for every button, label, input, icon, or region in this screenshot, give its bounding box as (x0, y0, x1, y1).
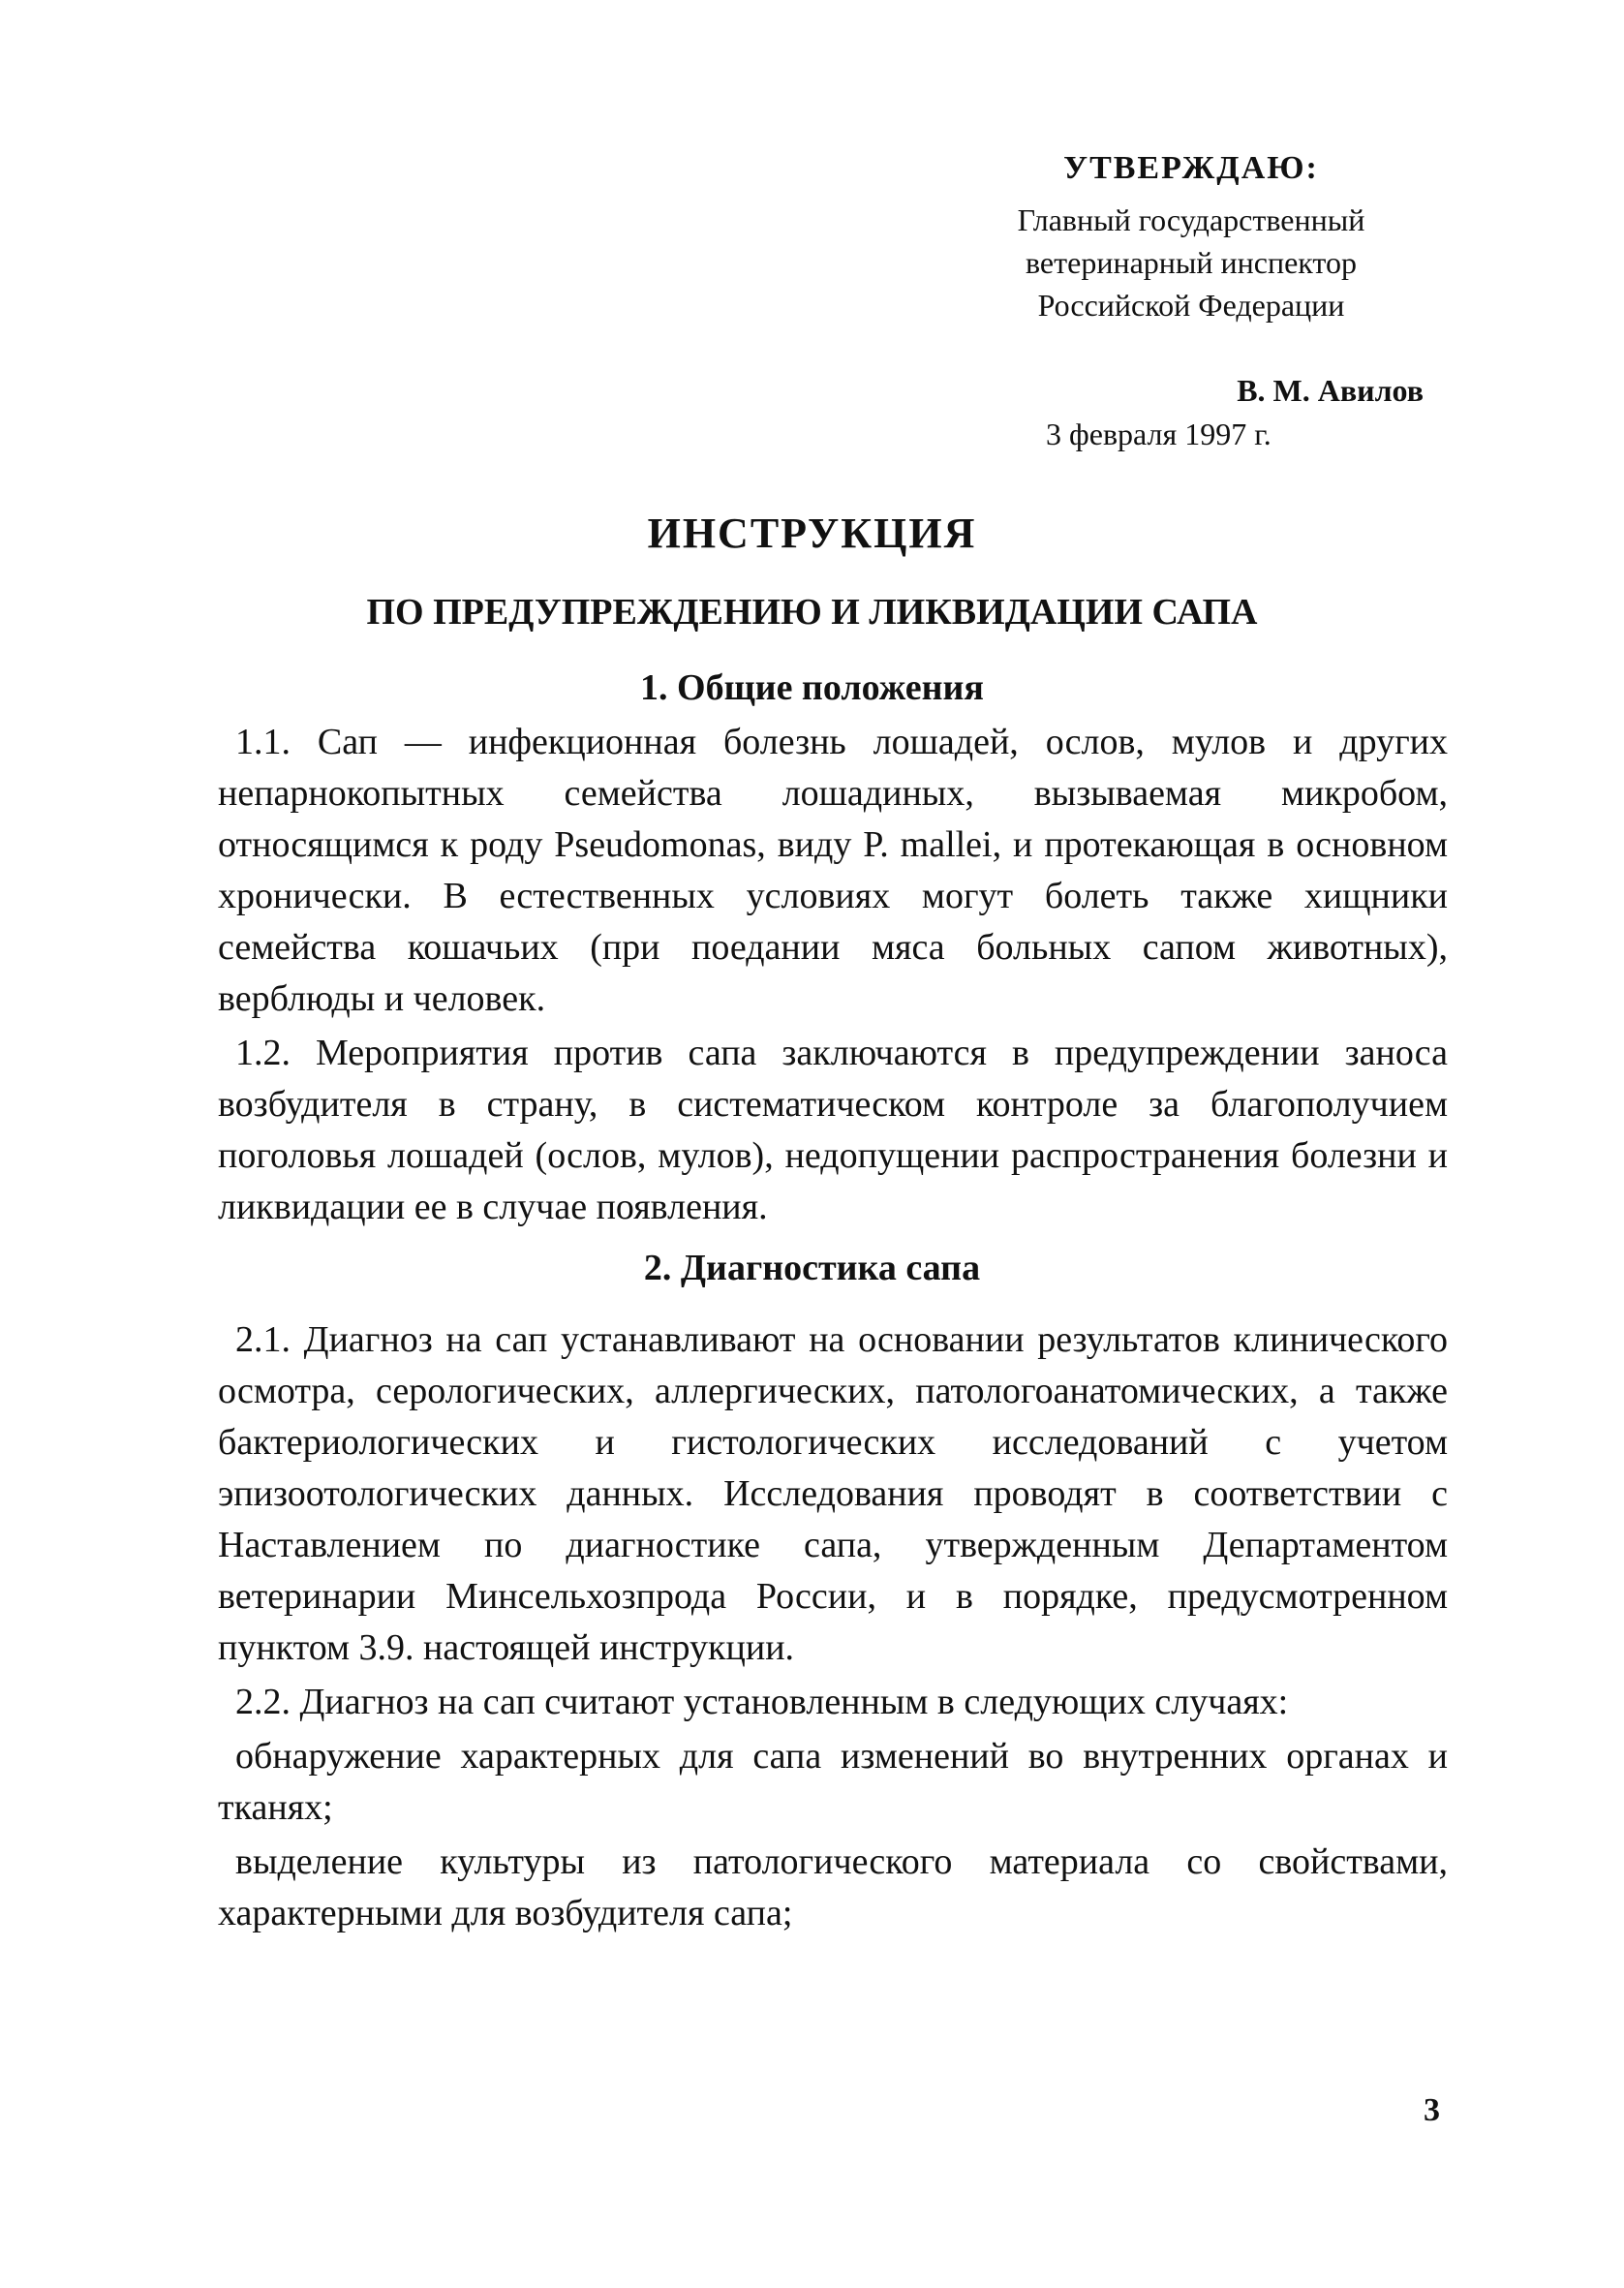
approval-line: Главный государственный (1017, 202, 1365, 237)
page-number: 3 (1424, 2092, 1440, 2128)
document-subtitle: ПО ПРЕДУПРЕЖДЕНИЮ И ЛИКВИДАЦИИ САПА (366, 592, 1258, 633)
approval-line: ветеринарный инспектор (1026, 245, 1357, 280)
approval-date: 3 февраля 1997 г. (1046, 417, 1272, 451)
paragraph-2-1: 2.1. Диагноз на сап устанавливают на основании результатов клинического осмотра, серологических, аллергических, патологоанатомических, а также бактериологических и гистологических исследований с учетом эпизоотологических данных. Исследования проводят в соответствии с Наставлением по диагностике сапа, утвержденным Департаментом ветеринарии Минсельхозпрода России, и в порядке, предусмотренном пунктом 3.9. настоящей инструкции. (218, 1319, 1448, 1668)
approval-title: УТВЕРЖДАЮ: (1063, 150, 1319, 186)
approval-block (968, 150, 1414, 326)
section-2-heading: 2. Диагностика сапа (643, 1248, 981, 1288)
paragraph-1-1: 1.1. Сап — инфекционная болезнь лошадей, ослов, мулов и других непарнокопытных семейства лошадиных, вызываемая микробом, относящимся к роду Pseudomonas, виду P. mallei, и протекающая в основном хронически. В естественных условиях могут болеть также хищники семейства кошачьих (при поедании мяса больных сапом животных), верблюды и человек. (218, 722, 1448, 1019)
paragraph-2-2-item-2: выделение культуры из патологического материала со свойствами, характерными для возбудителя сапа; (218, 1841, 1448, 1933)
approval-line: Российской Федерации (1037, 288, 1345, 323)
document-title: ИНСТРУКЦИЯ (647, 510, 977, 557)
signature-block (1007, 373, 1433, 452)
section-1-heading: 1. Общие положения (640, 667, 984, 708)
signer-name: В. М. Авилов (1237, 373, 1424, 408)
paragraph-2-2-item-1: обнаружение характерных для сапа изменений во внутренних органах и тканях; (218, 1736, 1448, 1828)
section-2-body (218, 1314, 1448, 1942)
paragraph-1-2: 1.2. Мероприятия против сапа заключаются в предупреждении заноса возбудителя в страну, в систематическом контроле за благополучием поголовья лошадей (ослов, мулов), недопущении распространения болезни и ликвидации ее в случае появления. (218, 1033, 1448, 1227)
paragraph-2-2: 2.2. Диагноз на сап считают установленным в следующих случаях: (235, 1682, 1289, 1722)
section-1-body (218, 717, 1448, 1236)
